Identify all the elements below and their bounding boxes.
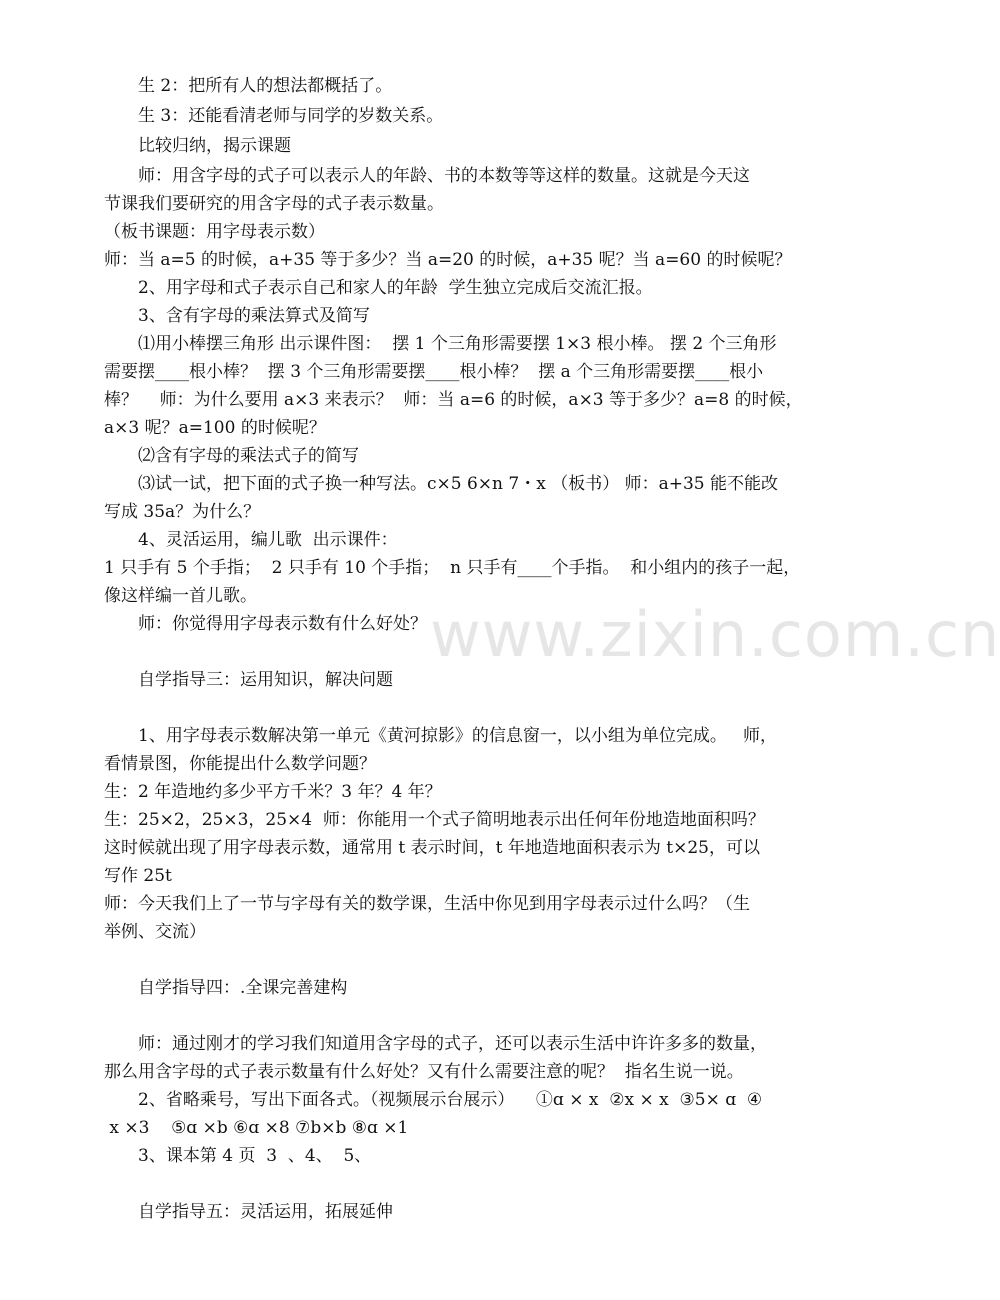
section-heading: 自学指导四：.全课完善建构 bbox=[138, 978, 348, 998]
section-heading: 自学指导五：灵活运用，拓展延伸 bbox=[138, 1202, 393, 1222]
text-line: 师：你觉得用字母表示数有什么好处？ bbox=[138, 614, 427, 634]
text-line: 3、含有字母的乘法算式及简写 bbox=[138, 306, 370, 326]
text-line: ⑵含有字母的乘法式子的简写 bbox=[138, 446, 359, 466]
text-line: 2、省略乘号，写出下面各式。（视频展示台展示） ①ɑ × x ②x × x ③5× ɑ ④ bbox=[138, 1090, 763, 1110]
text-line: 写成 35a？为什么？ bbox=[104, 502, 261, 522]
text-line: 那么用含字母的式子表示数量有什么好处？又有什么需要注意的呢？ 指名生说一说。 bbox=[104, 1062, 744, 1082]
text-line: 2、用字母和式子表示自己和家人的年龄 学生独立完成后交流汇报。 bbox=[138, 278, 653, 298]
text-line: 比较归纳，揭示课题 bbox=[138, 136, 291, 156]
text-line: 举例、交流） bbox=[104, 922, 206, 942]
text-line: 这时候就出现了用字母表示数，通常用 t 表示时间，t 年地造地面积表示为 t×25，可以 bbox=[104, 838, 760, 858]
text-line: 生 3：还能看清老师与同学的岁数关系。 bbox=[138, 106, 444, 126]
text-line: a×3 呢？a=100 的时候呢？ bbox=[104, 418, 326, 438]
text-line: （板书课题：用字母表示数） bbox=[104, 222, 325, 242]
text-line: x ×3 ⑤ɑ ×b ⑥ɑ ×8 ⑦b×b ⑧ɑ ×1 bbox=[104, 1118, 409, 1138]
text-line: 需要摆____根小棒？ 摆 3 个三角形需要摆____根小棒？ 摆 a 个三角形需要摆____根小 bbox=[104, 362, 764, 382]
section-heading: 自学指导三：运用知识，解决问题 bbox=[138, 670, 393, 690]
text-line: 3、课本第 4 页 3 、4、 5、 bbox=[138, 1146, 372, 1166]
text-line: 棒？ 师：为什么要用 a×3 来表示？ 师：当 a=6 的时候，a×3 等于多少？a=8 的时候， bbox=[104, 390, 803, 410]
text-line: 节课我们要研究的用含字母的式子表示数量。 bbox=[104, 194, 444, 214]
text-line: 生：2 年造地约多少平方千米？3 年？4 年？ bbox=[104, 782, 442, 802]
text-line: 师：当 a=5 的时候，a+35 等于多少？当 a=20 的时候，a+35 呢？当 a=60 的时候呢？ bbox=[104, 250, 792, 270]
text-line: 师：通过刚才的学习我们知道用含字母的式子，还可以表示生活中许许多多的数量， bbox=[138, 1034, 767, 1054]
text-line: ⑴用小棒摆三角形 出示课件图： 摆 1 个三角形需要摆 1×3 根小棒。 摆 2 个三角形 bbox=[138, 334, 777, 354]
text-line: 像这样编一首儿歌。 bbox=[104, 586, 257, 606]
text-line: 看情景图，你能提出什么数学问题？ bbox=[104, 754, 376, 774]
text-line: 1、用字母表示数解决第一单元《黄河掠影》的信息窗一，以小组为单位完成。 师， bbox=[138, 726, 778, 746]
watermark: www.zixin.com.cn bbox=[430, 598, 1000, 671]
text-line: 生 2：把所有人的想法都概括了。 bbox=[138, 76, 393, 96]
text-line: 师：用含字母的式子可以表示人的年龄、书的本数等等这样的数量。这就是今天这 bbox=[138, 166, 750, 186]
text-line: 写作 25t bbox=[104, 866, 172, 886]
text-line: 1 只手有 5 个手指； 2 只手有 10 个手指； n 只手有____个手指。 和小组内的孩子一起， bbox=[104, 558, 801, 578]
text-line: 4、灵活运用，编儿歌 出示课件： bbox=[138, 530, 398, 550]
text-line: 生：25×2，25×3，25×4 师：你能用一个式子简明地表示出任何年份地造地面积吗？ bbox=[104, 810, 765, 830]
text-line: 师：今天我们上了一节与字母有关的数学课，生活中你见到用字母表示过什么吗？（生 bbox=[104, 894, 750, 914]
text-line: ⑶试一试，把下面的式子换一种写法。c×5 6×n 7・x （板书） 师：a+35 能不能改 bbox=[138, 474, 779, 494]
